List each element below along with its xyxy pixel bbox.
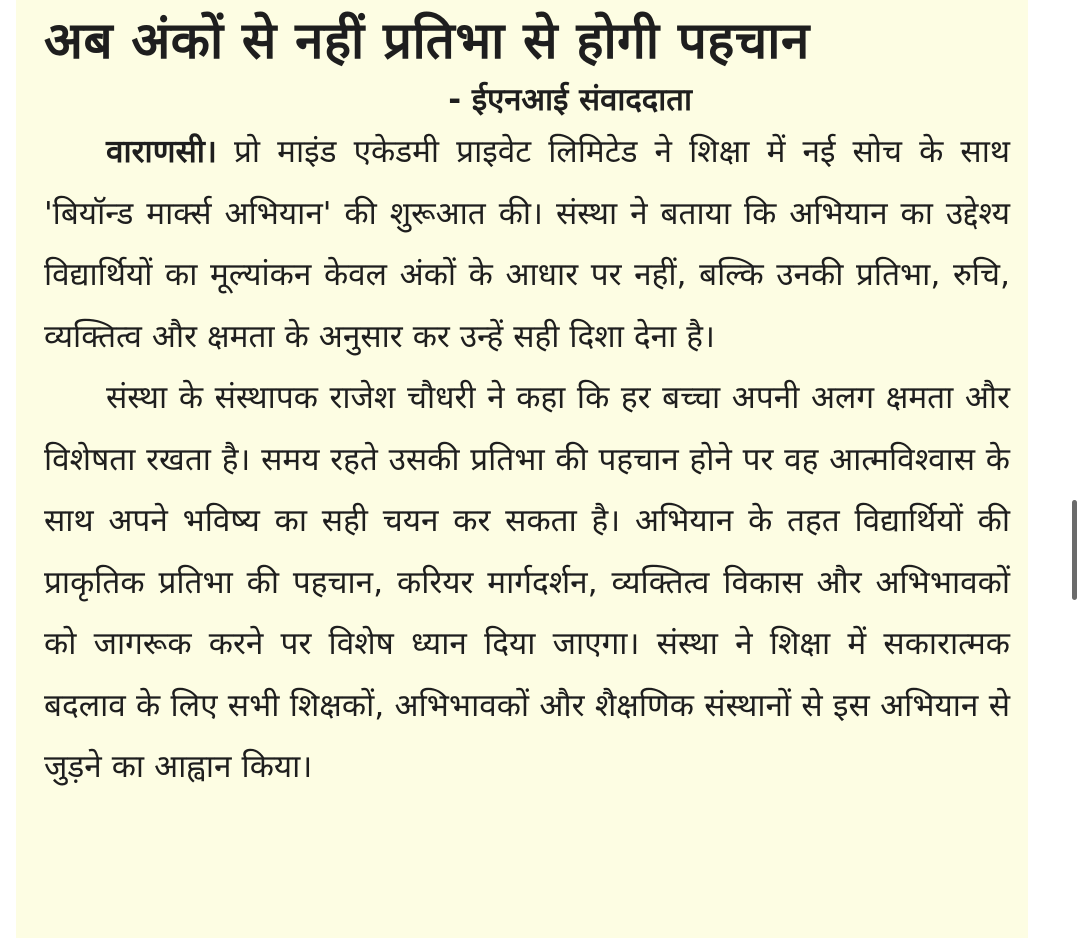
article-paragraph-1-body: प्रो माइंड एकेडमी प्राइवेट लिमिटेड ने शिक्षा में नई सोच के साथ 'बियॉन्ड मार्क्स अभियान' की शुरूआत की। संस्था ने बताया कि अभियान का उद्देश्य विद्यार्थियों का मूल्यांकन केवल अंकों के आधार पर नहीं, बल्कि उनकी प्रतिभा, रुचि, व्यक्तित्व और क्षमता के अनुसार कर उन्हें सही दिशा देना है। bbox=[44, 134, 1010, 355]
article-paragraph-2: संस्था के संस्थापक राजेश चौधरी ने कहा कि हर बच्चा अपनी अलग क्षमता और विशेषता रखता है। समय रहते उसकी प्रतिभा की पहचान होने पर वह आत्मविश्वास के साथ अपने भविष्य का सही चयन कर सकता है। अभियान के तहत विद्यार्थियों की प्राकृतिक प्रतिभा की पहचान, करियर मार्गदर्शन, व्यक्तित्व विकास और अभिभावकों को जागरूक करने पर विशेष ध्यान दिया जाएगा। संस्था ने शिक्षा में सकारात्मक बदलाव के लिए सभी शिक्षकों, अभिभावकों और शैक्षणिक संस्थानों से इस अभियान से जुड़ने का आह्वान किया। bbox=[44, 380, 1010, 785]
newspaper-clipping bbox=[16, 0, 1028, 938]
article-dateline: वाराणसी। bbox=[106, 134, 217, 170]
article-paragraph-1 bbox=[44, 122, 1010, 368]
article-byline: - ईएनआई संवाददाता bbox=[448, 82, 692, 118]
article-headline: अब अंकों से नहीं प्रतिभा से होगी पहचान bbox=[44, 12, 810, 71]
vertical-scrollbar[interactable] bbox=[1072, 500, 1078, 600]
scrollbar-thumb[interactable] bbox=[1072, 500, 1077, 600]
